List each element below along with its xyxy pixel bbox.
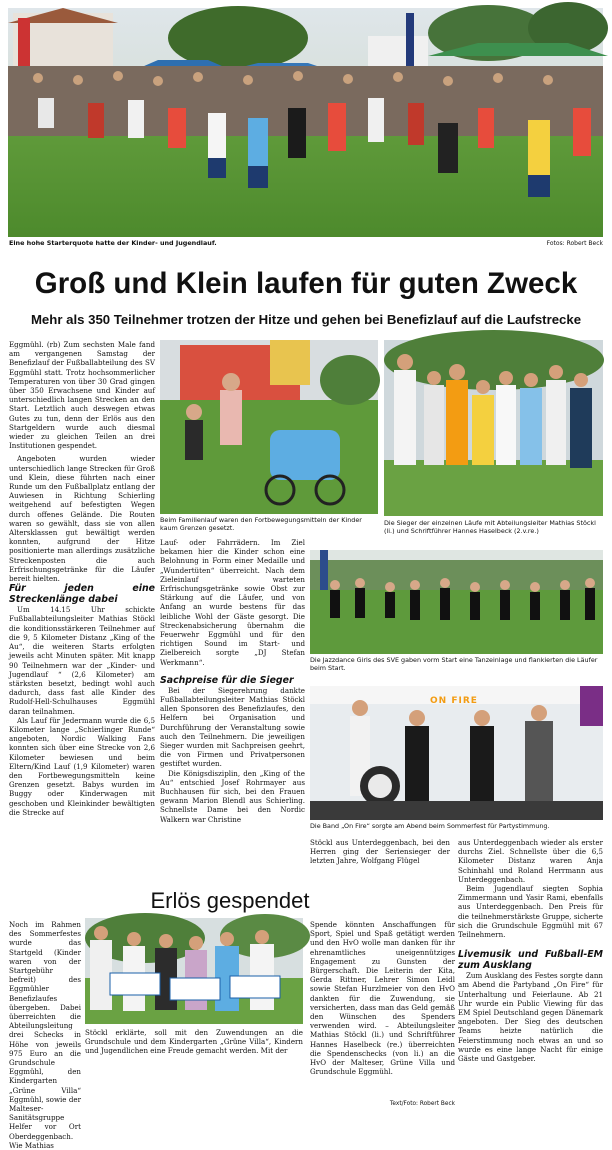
article-paragraph: Die Königsdisziplin, den „King of the Au“ entschied Josef Rohrmayer aus Buchhausen für sich, bei den Frauen gewann Marion Blendl aus Schierling. Schnellste Dame bei den Nordic Walkern war Christine xyxy=(160,768,305,824)
subheading-livemusik: Livemusik und Fußball-EM zum Ausklang xyxy=(458,949,603,972)
family-photo-caption: Beim Familienlauf waren den Fortbewegungsmitteln der Kinder kaum Grenzen gesetzt. xyxy=(160,516,362,532)
headline: Groß und Klein laufen für guten Zweck xyxy=(34,267,578,300)
photo-credit: Fotos: Robert Beck xyxy=(546,240,603,247)
article-paragraph: Stöckl aus Unterdeggenbach, bei den Herren ging der Seriensieger der letzten Jahre, Wolfgang Flügel xyxy=(310,838,450,866)
subheading-streckenlaenge: Für jeden eine Streckenlänge dabei xyxy=(9,583,155,606)
article-paragraph: Als Lauf für Jedermann wurde die 6,5 Kilometer lange „Schierlinger Runde“ angeboten, Nordic Walking Fans konnten sich über eine Strecke von 2,6 Kilometer bewiesen und beim Eltern/Kind Lauf (1,9 Kilometer) waren den Fortbewegungsmitteln keine Grenzen gesetzt. Babys wurden im Buggy oder Kinderwagen mit geschoben und Kleinkinder bewältigten die Strecke auf xyxy=(9,715,155,817)
top-photo-kids-run xyxy=(8,8,603,237)
band-banner: ON FIRE xyxy=(430,696,478,706)
article-paragraph: Um 14.15 Uhr schickte Fußballabteilungsleiter Mathias Stöckl die konditionsstärkeren Teilnehmer auf die 9, 5 Kilometer Distanz „King of the Au“, die weiteren Starts erfolgten jeweils acht Minuten später. Mit knapp 90 Teilnehmern war der „Kinder- und Jugendlauf “ (2,6 Kilometer) am stärksten besetzt, bedingt wohl auch dadurch, dass fast alle Kinder des Rudolf-Hell-Schulhauses Eggmühl daran teilnahmen. xyxy=(9,605,155,716)
winners-photo-caption: Die Sieger der einzelnen Läufe mit Abteilungsleiter Mathias Stöckl (li.) und Schriftführer Hannes Haselbeck (2.v.re.) xyxy=(384,519,596,535)
erloes-credit: Text/Foto: Robert Beck xyxy=(389,1101,455,1107)
erloes-right-text xyxy=(310,920,455,1076)
jazzdance-photo xyxy=(310,550,603,654)
erloes-paragraph: Stöckl erklärte, soll mit den Zuwendungen an die Grundschule und dem Kindergarten „Grüne Villa“, Kindern und Jugendlichen eine Freude gemacht werden. Mit der xyxy=(85,1028,303,1056)
article-paragraph: Angeboten wurden wieder unterschiedlich lange Strecken für Groß und Klein, diese führten nach einer Runde um den Fußballplatz entlang der Auwiesen in Richtung Schierling weitgehend auf befestigten Wegen durch offenes Gelände. Die Routen waren so gewählt, dass sie von allen Altersklassen gut bewältigt werden konnten, aufgrund der Hitze positionierte man allerdings zusätzliche Streckenposten die auch Erfrischungsgetränke für die Läufer bereit hielten. xyxy=(9,454,155,584)
band-photo xyxy=(310,686,603,820)
family-run-photo xyxy=(160,340,378,514)
erloes-under-photo-text xyxy=(85,1028,303,1056)
winners-photo xyxy=(384,340,603,516)
article-paragraph: Beim Jugendlauf siegten Sophia Zimmermann und Yasir Rami, ebenfalls aus Unterdeggenbach. Den Preis für die teilnehmerstärkste Gruppe, sicherte sich die Grundschule Eggmühl mit 67 Teilnehmern. xyxy=(458,884,603,940)
top-photo-caption: Eine hohe Starterquote hatte der Kinder- und Jugendlauf. xyxy=(9,239,217,247)
erloes-heading: Erlös gespendet xyxy=(150,888,310,913)
article-paragraph: aus Unterdeggenbach wieder als erster durchs Ziel. Schnellste über die 6,5 Kilometer Distanz waren Anja Schinhahl und Roland Herrmann aus Unterdeggenbach. xyxy=(458,838,603,884)
article-paragraph: Eggmühl. (rb) Zum sechsten Male fand am vergangenen Samstag der Benefizlauf der Fußballabteilung des SV Eggmühl statt. Trotz hochsommerlicher Temperaturen von über 30 Grad gingen über 350 Erwachsene und Kinder auf unterschiedlich langen Strecken an den Start. Letztlich auch deswegen etwas Gutes zu tun, denn der Erlös aus den Startgeldern wurde auch diesmal wieder zu gleichen Teilen an drei Institutionen gespendet. xyxy=(9,340,155,451)
column-1 xyxy=(9,340,155,817)
article-paragraph: Bei der Siegerehrung dankte Fußballabteilungsleiter Mathias Stöckl allen Sponsoren des Benefizlaufes, den Helfern bei Organisation und Durchführung der Veranstaltung sowie auch den Teilnehmern. Die jeweiligen Sieger wurden mit Sachpreisen geehrt, die von Firmen und Privatpersonen gestiftet wurden. xyxy=(160,685,305,769)
article-paragraph: Zum Ausklang des Festes sorgte dann am Abend die Partyband „On Fire“ für Unterhaltung und Feierlaune. Ab 21 Uhr wurde ein Public Viewing für das EM Spiel Deutschland gegen Dänemark angeboten. Der Sieg des deutschen Teams heizte natürlich die Feierstimmung noch etwas an und so wurde es eine lange Nacht für einige Gäste und Gastgeber. xyxy=(458,971,603,1064)
subheadline: Mehr als 350 Teilnehmer trotzen der Hitze und gehen bei Benefizlauf auf die Laufstrecke xyxy=(30,312,582,327)
subheading-sachpreise: Sachpreise für die Sieger xyxy=(160,674,294,686)
column-3 xyxy=(310,838,450,866)
article-paragraph: Lauf- oder Fahrrädern. Im Ziel bekamen hier die Kinder schon eine Belohnung in Form einer Medaille und „Wundertüten“ überreicht. Nach dem Zieleinlauf warteten Erfrischungsgetränke sowie Obst zur Stärkung auf die Läufer, und von Anfang an wurde bestens für das leibliche Wohl der Gäste gesorgt. Die Streckenabsicherung übernahm die Feuerwehr Eggmühl und für den richtigen Sound im Start- und Zielbereich sorgte „DJ Stefan Werkmann“. xyxy=(160,538,305,667)
erloes-paragraph: Spende könnten Anschaffungen für Sport, Spiel und Spaß getätigt werden und den HvO wolle man danken für ihr ehrenamtliches uneigennütziges Engagement zu Gunsten der Bürgerschaft. Die Leiterin der Kita, Gerda Rittner, Lehrer Simon Leidl sowie Stefan Hurzlmeier von den HvO dankten für die Zuwendung, sie versicherten, dass man das Geld gemäß den Wünschen des Spenders verwenden wird. – Abteilungsleiter Mathias Stöckl (li.) und Schriftführer Hannes Haselbeck (re.) überreichten die Spendenschecks (von li.) an die HvO der Malteser, Grüne Villa und Grundschule Eggmühl. xyxy=(310,920,455,1077)
erloes-paragraph: Noch im Rahmen des Sommerfestes wurde das Startgeld (Kinder waren von der Startgebühr befreit) des Eggmühler Benefizlaufes übergeben. Dabei überreichten die Abteilungsleitung drei Schecks in Höhe von jeweils 975 Euro an die Grundschule Eggmühl, den Kindergarten „Grüne Villa“ Eggmühl, sowie der Malteser-Sanitätsgruppe Helfer vor Ort Oberdeggenbach. Wie Mathias xyxy=(9,920,81,1150)
cheque-handover-photo xyxy=(85,918,303,1024)
column-4 xyxy=(458,838,603,1063)
band-photo-caption: Die Band „On Fire“ sorgte am Abend beim Sommerfest für Partystimmung. xyxy=(310,822,550,830)
erloes-left-text xyxy=(9,920,81,1150)
jazzdance-photo-caption: Die Jazzdance Girls des SVE gaben vorm Start eine Tanzeinlage und flankierten die Läufer beim Start. xyxy=(310,656,598,672)
column-2 xyxy=(160,538,305,824)
